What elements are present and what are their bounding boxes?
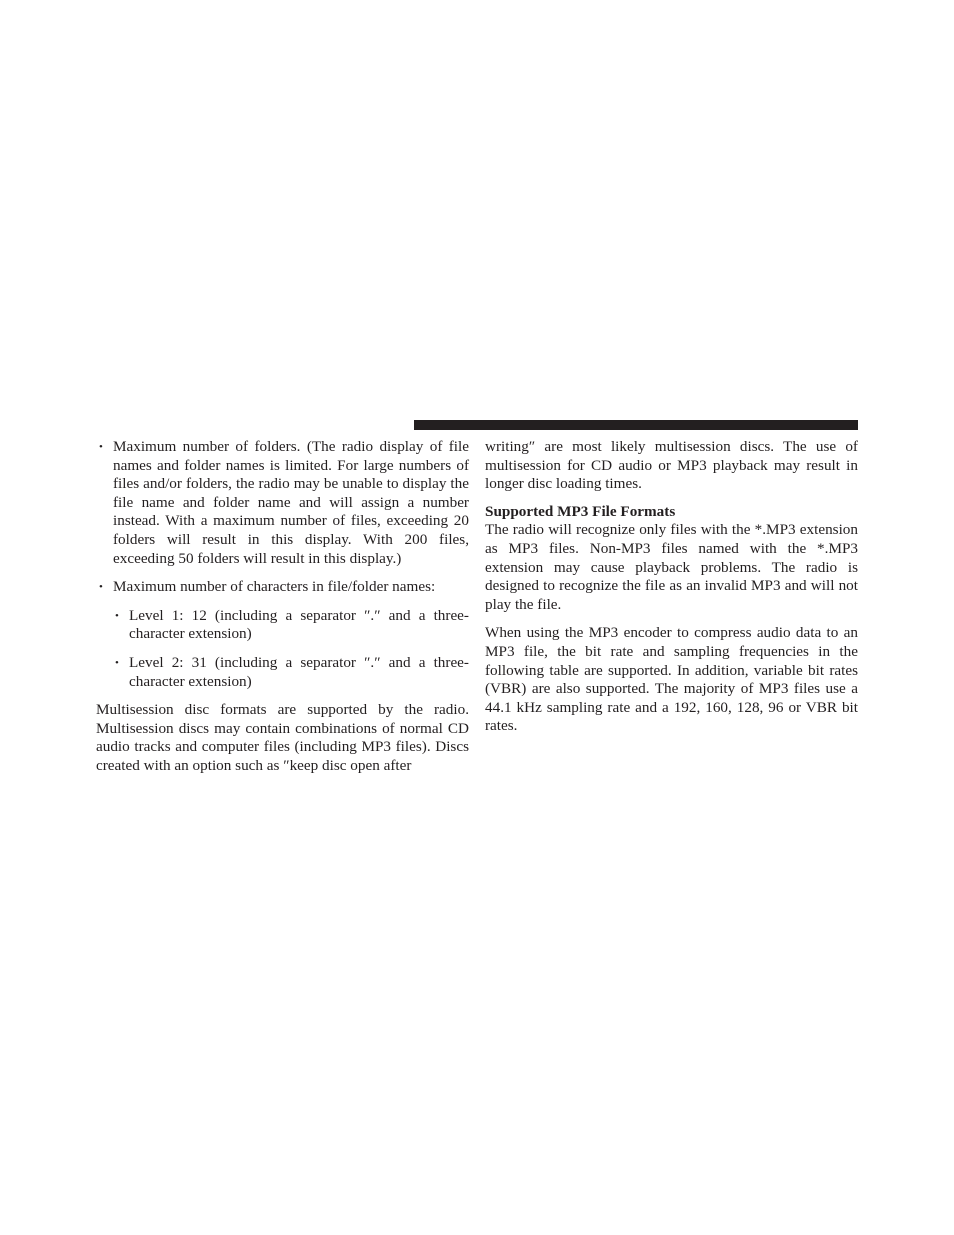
sub-bullet-text-level1: Level 1: 12 (including a separator ″.″ and a three-character extension) <box>129 606 469 643</box>
section-heading: Supported MP3 File Formats <box>485 502 676 520</box>
left-column <box>96 438 469 776</box>
encoder-paragraph: When using the MP3 encoder to compress audio data to an MP3 file, the bit rate and sampling frequencies in the following table are supported. In addition, variable bit rates (VBR) are also supported. The majority of MP3 files use a 44.1 kHz sampling rate and a 192, 160, 128, 96 or VBR bit rates. <box>485 624 858 735</box>
bullet-icon: • <box>115 609 119 622</box>
multisession-paragraph: Multisession disc formats are supported by the radio. Multisession discs may contain combinations of normal CD audio tracks and computer files (including MP3 files). Discs created with an option such as ″keep disc open after <box>96 701 469 774</box>
formats-paragraph: The radio will recognize only files with the *.MP3 extension as MP3 files. Non-MP3 files named with the *.MP3 extension may cause playback problems. The radio is designed to recognize the file as an invalid MP3 and will not play the file. <box>485 521 858 613</box>
sub-bullet-text-level2: Level 2: 31 (including a separator ″.″ and a three-character extension) <box>129 653 469 690</box>
right-column <box>485 438 858 736</box>
sub-bullet-level1 <box>115 606 469 644</box>
bullet-icon: • <box>115 656 119 669</box>
bullet-item-characters <box>99 578 469 597</box>
bullet-item-folders <box>99 438 469 568</box>
bullet-text-characters: Maximum number of characters in file/folder names: <box>113 578 436 596</box>
continuation-paragraph: writing″ are most likely multisession discs. The use of multisession for CD audio or MP3 playback may result in longer disc loading times. <box>485 438 858 493</box>
bullet-icon: • <box>99 581 103 594</box>
sub-bullet-level2 <box>115 653 469 691</box>
bullet-icon: • <box>99 441 103 453</box>
bullet-text-folders: Maximum number of folders. (The radio display of file names and folder names is limited. For large numbers of files and/or folders, the radio may be unable to display the file name and folder name and will assign a number instead. With a maximum number of files, exceeding 20 folders will result in this display. With 200 files, exceeding 50 folders will result in this display.) <box>113 438 469 567</box>
header-rule <box>414 420 858 430</box>
